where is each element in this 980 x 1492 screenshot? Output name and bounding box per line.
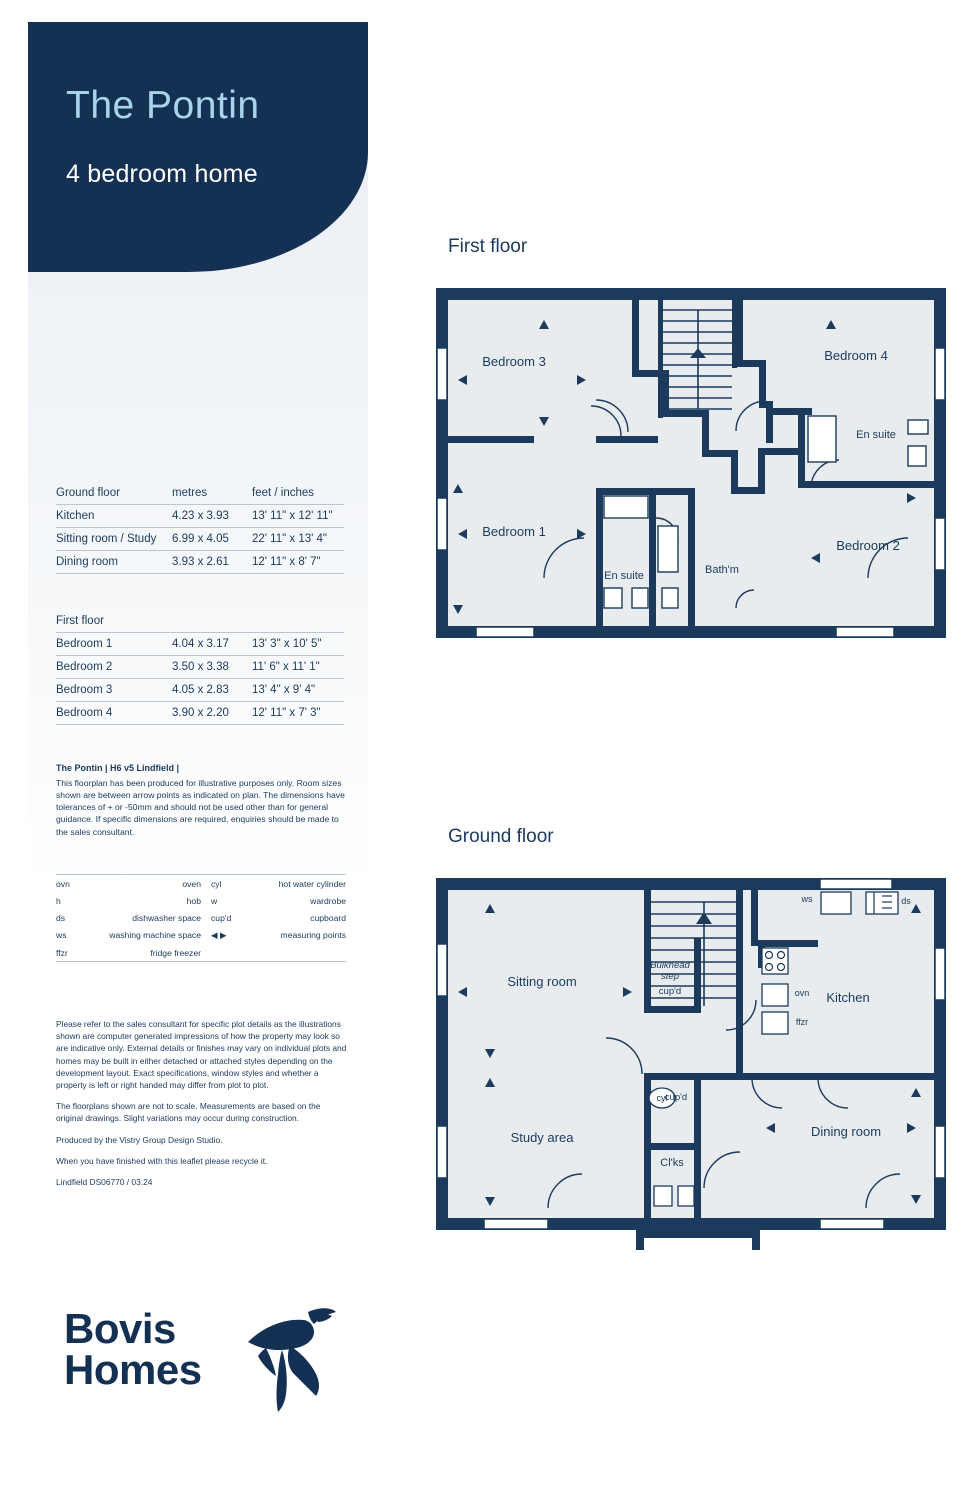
room-feet: 13' 3" x 10' 5" (252, 633, 344, 656)
key-abbr: ffzr (56, 947, 68, 958)
room-label-cloaks: Cl'ks (660, 1157, 684, 1169)
col-head-room: First floor (56, 612, 172, 633)
key-label: fridge freezer (150, 947, 201, 958)
room-label-sitting-room: Sitting room (507, 974, 577, 989)
key-label: hot water cylinder (278, 878, 346, 889)
room-name: Bedroom 3 (56, 679, 172, 702)
bovis-homes-logo (64, 1292, 344, 1422)
room-metres: 3.93 x 2.61 (172, 551, 252, 574)
room-feet: 12' 11" x 8' 7" (252, 551, 344, 574)
key-abbr: ovn (56, 878, 70, 889)
label-ws: ws (801, 894, 813, 904)
label-ds: ds (901, 896, 911, 906)
legal-paragraph-1: Please refer to the sales consultant for specific plot details as the illustrations shown are computer generated impressions of how the property may look so are indicative only. External details or finishes may vary on individual plots and homes may be built in either detached or attached styles depending on the development layout. Exact specifications, window styles and whether a property is left or right handed may differ from plot to plot. (56, 1019, 347, 1090)
room-label-en-suite-top: En suite (856, 429, 896, 441)
table-row (56, 702, 344, 725)
key-abbr: h (56, 895, 61, 906)
left-info-panel (28, 22, 368, 1470)
ground-floor-plan-title: Ground floor (448, 826, 554, 847)
key-label: measuring points (280, 930, 346, 940)
room-metres: 6.99 x 4.05 (172, 528, 252, 551)
key-abbr: cyl (211, 878, 222, 889)
abbreviation-key-table (56, 874, 346, 962)
key-abbr: w (211, 895, 218, 906)
label-cupd-hall: cup'd (664, 1092, 688, 1103)
first-floor-plan-title: First floor (448, 236, 528, 257)
label-bulkhead: Bulkhead (650, 960, 690, 971)
key-abbr: cup'd (211, 912, 232, 923)
ground-floor-plan (436, 878, 946, 1250)
col-head-feet: feet / inches (252, 484, 344, 505)
room-name: Bedroom 4 (56, 702, 172, 725)
logo-line-1: Bovis (64, 1305, 176, 1352)
key-label (251, 944, 346, 962)
page-title: The Pontin (66, 84, 260, 127)
table-header-row (56, 484, 344, 505)
room-metres: 3.50 x 3.38 (172, 656, 252, 679)
room-name: Sitting room / Study (56, 528, 172, 551)
key-row (56, 875, 346, 893)
table-row (56, 656, 344, 679)
table-row (56, 551, 344, 574)
room-label-bathroom: Bath'm (705, 564, 739, 576)
document-reference-code: Lindfield DS06770 / 03.24 (56, 1176, 153, 1187)
page-subtitle: 4 bedroom home (66, 160, 258, 188)
table-row (56, 528, 344, 551)
key-abbr (211, 944, 251, 962)
hummingbird-icon (230, 1296, 340, 1421)
room-feet: 22' 11" x 13' 4" (252, 528, 344, 551)
label-step: step (661, 971, 679, 982)
label-cyl: cyl (656, 1093, 668, 1103)
room-label-en-suite-bottom: En suite (604, 570, 644, 582)
room-label-bedroom-1: Bedroom 1 (482, 524, 546, 539)
first-floor-dimensions-table (56, 612, 344, 725)
room-metres: 3.90 x 2.20 (172, 702, 252, 725)
label-cupd-stairs: cup'd (658, 986, 682, 997)
room-feet: 12' 11" x 7' 3" (252, 702, 344, 725)
key-abbr: ws (56, 930, 67, 940)
key-label: hob (186, 895, 201, 906)
room-label-bedroom-2: Bedroom 2 (836, 538, 900, 553)
col-head-metres (172, 612, 252, 633)
key-row (56, 926, 346, 944)
key-row (56, 909, 346, 926)
room-label-bedroom-3: Bedroom 3 (482, 354, 546, 369)
label-ovn: ovn (794, 988, 810, 998)
room-label-study-area: Study area (510, 1130, 574, 1145)
key-label: cupboard (310, 912, 346, 923)
room-feet: 13' 4" x 9' 4" (252, 679, 344, 702)
first-floor-plan (436, 288, 946, 638)
label-ffzr: ffzr (795, 1017, 809, 1027)
table-row (56, 679, 344, 702)
table-row (56, 505, 344, 528)
ground-floor-dimensions-table (56, 484, 344, 574)
note-body: This floorplan has been produced for illustrative purposes only. Room sizes shown are between arrow points as indicated on plan. The dimensions have tolerances of + or -50mm and should not be used other than for general guidance. If specific dimensions are required, enquiries should be made to the sales consultant. (56, 777, 345, 837)
legal-paragraph-4: When you have finished with this leaflet please recycle it. (56, 1155, 268, 1166)
room-label-bedroom-4: Bedroom 4 (824, 348, 888, 363)
table-row (56, 633, 344, 656)
note-title: The Pontin | H6 v5 Lindfield | (56, 763, 180, 773)
floorplan-note (56, 762, 346, 838)
room-name: Dining room (56, 551, 172, 574)
legal-paragraph-2: The floorplans shown are not to scale. Measurements are based on the original drawings. Slight variations may occur during construction. (56, 1101, 321, 1124)
room-label-dining-room: Dining room (810, 1124, 882, 1139)
key-row (56, 892, 346, 909)
col-head-metres: metres (172, 484, 252, 505)
room-metres: 4.23 x 3.93 (172, 505, 252, 528)
logo-wordmark (64, 1305, 202, 1394)
room-name: Bedroom 1 (56, 633, 172, 656)
key-label: dishwasher space (132, 912, 201, 923)
room-name: Kitchen (56, 505, 172, 528)
room-metres: 4.04 x 3.17 (172, 633, 252, 656)
room-feet: 13' 11" x 12' 11" (252, 505, 344, 528)
table-header-row (56, 612, 344, 633)
room-name: Bedroom 2 (56, 656, 172, 679)
key-label: washing machine space (109, 930, 201, 940)
legal-disclaimer (56, 1018, 348, 1197)
col-head-feet (252, 612, 344, 633)
legal-paragraph-3: Produced by the Vistry Group Design Studio. (56, 1134, 223, 1145)
key-measuring-points-icon: ◀ ▶ (211, 929, 227, 940)
key-label: wardrobe (310, 895, 346, 906)
room-metres: 4.05 x 2.83 (172, 679, 252, 702)
key-abbr: ds (56, 912, 66, 923)
key-row (56, 944, 346, 962)
room-feet: 11' 6" x 11' 1" (252, 656, 344, 679)
key-label: oven (182, 878, 201, 889)
col-head-room: Ground floor (56, 484, 172, 505)
room-label-kitchen: Kitchen (826, 990, 870, 1005)
title-header (28, 22, 368, 272)
logo-line-2: Homes (64, 1346, 202, 1394)
